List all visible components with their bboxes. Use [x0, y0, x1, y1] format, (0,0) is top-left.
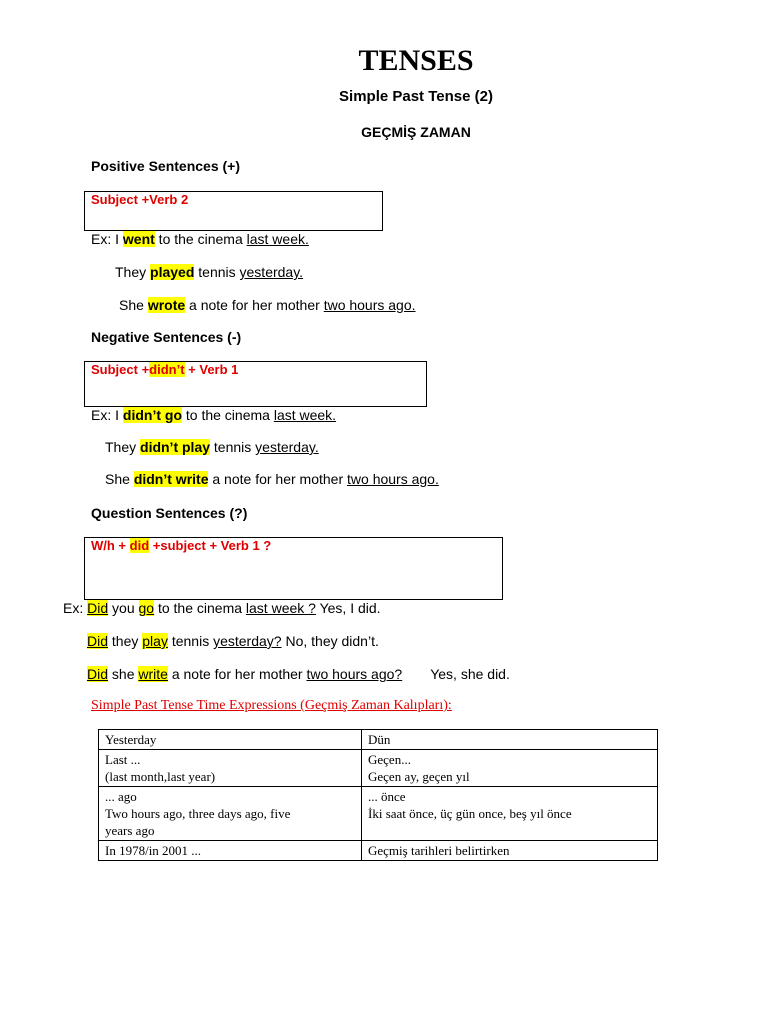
question-example-1: [63, 600, 381, 616]
sentence-middle: a note for her mother: [208, 471, 348, 487]
question-example-3: [87, 666, 510, 682]
verb-highlight: went: [122, 231, 155, 247]
table-cell-line: Yesterday: [105, 732, 157, 747]
page-subtitle: Simple Past Tense (2): [339, 88, 493, 105]
table-cell-english: [99, 841, 362, 861]
formula-part-aux: did: [129, 538, 150, 553]
sentence-subject: They: [105, 439, 141, 455]
table-cell-line: Geçmiş tarihleri belirtirken: [368, 843, 510, 858]
time-expression: yesterday?: [213, 633, 282, 649]
formula-part-rest: +subject + Verb 1 ?: [149, 538, 272, 553]
page-title: TENSES: [358, 44, 474, 77]
table-cell-line: Two hours ago, three days ago, five: [105, 806, 291, 821]
table-cell-english: [99, 787, 362, 841]
table-cell-turkish: [362, 750, 658, 787]
formula-part-wh: W/h +: [91, 538, 130, 553]
table-row: [99, 841, 658, 861]
page-subtitle-turkish: GEÇMİŞ ZAMAN: [361, 124, 471, 140]
sentence-middle: to the cinema: [182, 407, 274, 423]
answer-text: No, they didn’t.: [281, 633, 379, 649]
example-prefix: Ex: I: [91, 407, 123, 423]
sentence-middle: tennis: [167, 633, 214, 649]
aux-highlight: Did: [87, 600, 109, 616]
positive-formula: Subject +Verb 2: [91, 192, 189, 207]
sentence-middle: tennis: [194, 264, 240, 280]
time-expressions-table: [98, 729, 658, 861]
table-cell-line: ... ago: [105, 789, 137, 804]
example-prefix: Ex: I: [91, 231, 120, 247]
positive-example-1: [91, 231, 309, 247]
negative-example-2: [105, 439, 319, 455]
table-cell-turkish: [362, 730, 658, 750]
sentence-subject: you: [108, 600, 139, 616]
verb-highlight: didn’t write: [133, 471, 209, 487]
table-row: [99, 787, 658, 841]
table-cell-line: years ago: [105, 823, 155, 838]
table-cell-line: İki saat önce, üç gün once, beş yıl önce: [368, 806, 572, 821]
table-cell-line: Geçen...: [368, 752, 411, 767]
time-expression: last week.: [246, 231, 309, 247]
formula-part-aux: didn’t: [149, 362, 185, 377]
table-cell-english: [99, 750, 362, 787]
time-expressions-title: Simple Past Tense Time Expressions (Geçmiş Zaman Kalıpları):: [91, 698, 452, 713]
positive-example-2: [115, 264, 303, 280]
negative-example-1: [91, 407, 336, 423]
sentence-subject: She: [105, 471, 134, 487]
time-expression: yesterday.: [239, 264, 304, 280]
aux-highlight: Did: [87, 633, 109, 649]
table-cell-line: Dün: [368, 732, 391, 747]
sentence-subject: she: [108, 666, 139, 682]
verb-highlight: write: [138, 666, 168, 682]
question-heading: Question Sentences (?): [91, 505, 248, 521]
sentence-subject: She: [119, 297, 148, 313]
time-expression: two hours ago?: [306, 666, 403, 682]
time-expression: last week ?: [245, 600, 316, 616]
table-cell-line: Last ...: [105, 752, 141, 767]
negative-formula: [91, 362, 238, 377]
sentence-middle: a note for her mother: [185, 297, 324, 313]
verb-highlight: didn’t go: [122, 407, 182, 423]
negative-heading: Negative Sentences (-): [91, 329, 242, 345]
example-prefix: Ex:: [63, 600, 88, 616]
verb-highlight: go: [138, 600, 155, 616]
sentence-middle: to the cinema: [154, 600, 246, 616]
table-cell-line: Geçen ay, geçen yıl: [368, 769, 470, 784]
sentence-subject: They: [115, 264, 151, 280]
answer-text: Yes, she did.: [430, 666, 510, 682]
formula-part-subject: Subject +: [91, 362, 150, 377]
table-cell-turkish: [362, 787, 658, 841]
table-cell-turkish: [362, 841, 658, 861]
verb-highlight: didn’t play: [140, 439, 211, 455]
question-formula: [91, 538, 271, 553]
negative-example-3: [105, 471, 439, 487]
formula-part-verb: + Verb 1: [184, 362, 239, 377]
table-cell-line: ... önce: [368, 789, 406, 804]
verb-highlight: play: [142, 633, 168, 649]
table-cell-line: (last month,last year): [105, 769, 216, 784]
time-expression: yesterday.: [255, 439, 319, 455]
aux-highlight: Did: [87, 666, 109, 682]
positive-heading: Positive Sentences (+): [91, 158, 241, 174]
question-example-2: [87, 633, 379, 649]
sentence-middle: a note for her mother: [167, 666, 307, 682]
verb-highlight: played: [150, 264, 195, 280]
verb-highlight: wrote: [147, 297, 186, 313]
time-expression: two hours ago.: [323, 297, 416, 313]
table-cell-line: In 1978/in 2001 ...: [105, 843, 202, 858]
time-expression: last week.: [273, 407, 337, 423]
sentence-middle: tennis: [210, 439, 256, 455]
table-row: [99, 730, 658, 750]
sentence-subject: they: [108, 633, 143, 649]
table-row: [99, 750, 658, 787]
positive-example-3: [119, 297, 416, 313]
answer-text: Yes, I did.: [315, 600, 381, 616]
sentence-middle: to the cinema: [154, 231, 247, 247]
time-expression: two hours ago.: [347, 471, 439, 487]
table-cell-english: [99, 730, 362, 750]
